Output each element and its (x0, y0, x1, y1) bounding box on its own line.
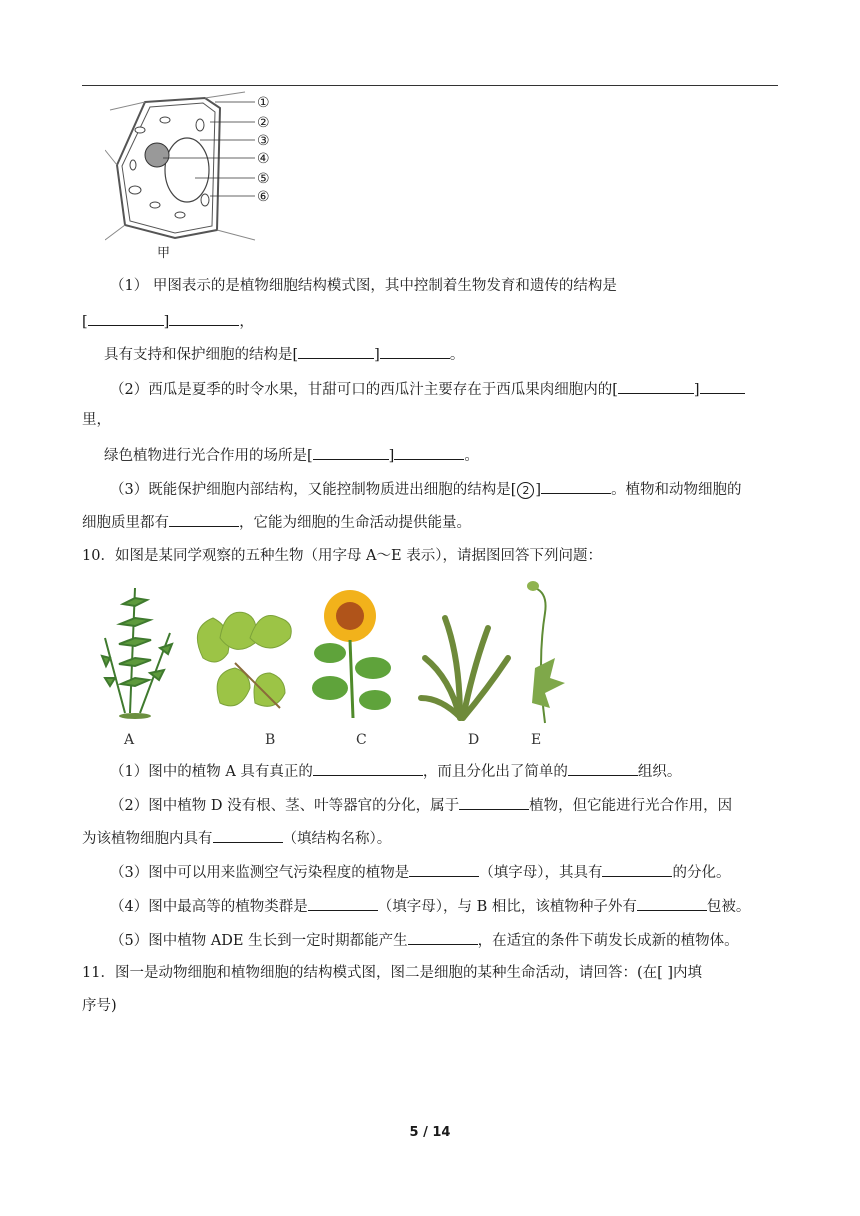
answer-blank[interactable] (169, 310, 239, 326)
q10-sub4: （4）图中最高等的植物类群是 （填字母），与 B 相比，该植物种子外有 包被。 (82, 895, 810, 917)
answer-blank[interactable] (308, 895, 378, 911)
plant-c-sunflower (312, 590, 391, 718)
q11-stem-line1: 11．图一是动物细胞和植物细胞的结构模式图，图二是细胞的某种生命活动，请回答：(在[ ]内填 (82, 965, 703, 981)
label-2: ② (257, 115, 270, 131)
answer-blank[interactable] (700, 378, 745, 394)
nucleus (145, 143, 169, 167)
header-rule (82, 85, 778, 86)
plant-b-ginkgo (197, 612, 291, 708)
answer-blank[interactable] (313, 444, 389, 460)
answer-blank[interactable] (169, 511, 239, 527)
answer-blank[interactable] (213, 827, 283, 843)
q9-part3-line2: 细胞质里都有 ，它能为细胞的生命活动提供能量。 (82, 511, 782, 533)
answer-blank[interactable] (459, 794, 529, 810)
answer-blank[interactable] (637, 895, 707, 911)
q9-part3-line1: （3）既能保护细胞内部结构，又能控制物质进出细胞的结构是[ 2 ] 。植物和动物细胞的 (82, 478, 810, 500)
q10-sub3: （3）图中可以用来监测空气污染程度的植物是 （填字母），其具有 的分化。 (82, 861, 810, 883)
plant-label-c: C (356, 732, 367, 748)
answer-blank[interactable] (313, 760, 423, 776)
plant-label-e: E (531, 732, 542, 748)
q9-part1-line3: 具有支持和保护细胞的结构是[ ] 。 (82, 343, 804, 365)
plant-d-algae (421, 618, 508, 718)
label-4: ④ (257, 151, 270, 167)
q11-stem-line2: 序号) (82, 998, 117, 1014)
q9-part2-line1: （2）西瓜是夏季的时令水果，甘甜可口的西瓜汁主要存在于西瓜果肉细胞内的[ ] (82, 378, 810, 400)
label-1: ① (257, 95, 270, 111)
five-plants-figure (95, 578, 575, 753)
plant-label-b: B (265, 732, 276, 748)
circled-number: 2 (517, 482, 534, 499)
q10-sub2-line2: 为该植物细胞内具有 （填结构名称）。 (82, 827, 782, 849)
figure-caption: 甲 (157, 246, 171, 260)
answer-blank[interactable] (408, 929, 478, 945)
answer-blank[interactable] (541, 478, 611, 494)
answer-blank[interactable] (88, 310, 164, 326)
q9-part2-line2: 里， (82, 412, 111, 428)
plant-cell-diagram (105, 90, 295, 260)
q10-sub1: （1）图中的植物 A 具有真正的 ，而且分化出了简单的 组织。 (82, 760, 810, 782)
answer-blank[interactable] (394, 444, 464, 460)
q10-stem: 10．如图是某同学观察的五种生物（用字母 A～E 表示），请据图回答下列问题： (82, 548, 602, 564)
q9-part2-line3: 绿色植物进行光合作用的场所是[ ] 。 (82, 444, 804, 466)
q10-sub5: （5）图中植物 ADE 生长到一定时期都能产生 ，在适宜的条件下萌发长成新的植物体。 (82, 929, 810, 951)
plant-a-fern (102, 588, 172, 719)
plant-e-moss (527, 581, 565, 723)
vacuole (165, 138, 209, 202)
answer-blank[interactable] (618, 378, 694, 394)
plant-label-d: D (468, 732, 480, 748)
label-6: ⑥ (257, 189, 270, 205)
answer-blank[interactable] (602, 861, 672, 877)
label-5: ⑤ (257, 171, 270, 187)
plant-label-a: A (124, 732, 135, 748)
answer-blank[interactable] (568, 760, 638, 776)
q9-part1-line2: [ ] ， (82, 310, 782, 332)
answer-blank[interactable] (298, 343, 374, 359)
q10-sub2-line1: （2）图中植物 D 没有根、茎、叶等器官的分化，属于 植物，但它能进行光合作用，因 (82, 794, 810, 816)
page-number: 5 / 14 (409, 1125, 451, 1140)
q9-part1-line1: （1） 甲图表示的是植物细胞结构模式图，其中控制着生物发育和遗传的结构是 (110, 278, 617, 294)
answer-blank[interactable] (380, 343, 450, 359)
answer-blank[interactable] (409, 861, 479, 877)
label-3: ③ (257, 133, 270, 149)
